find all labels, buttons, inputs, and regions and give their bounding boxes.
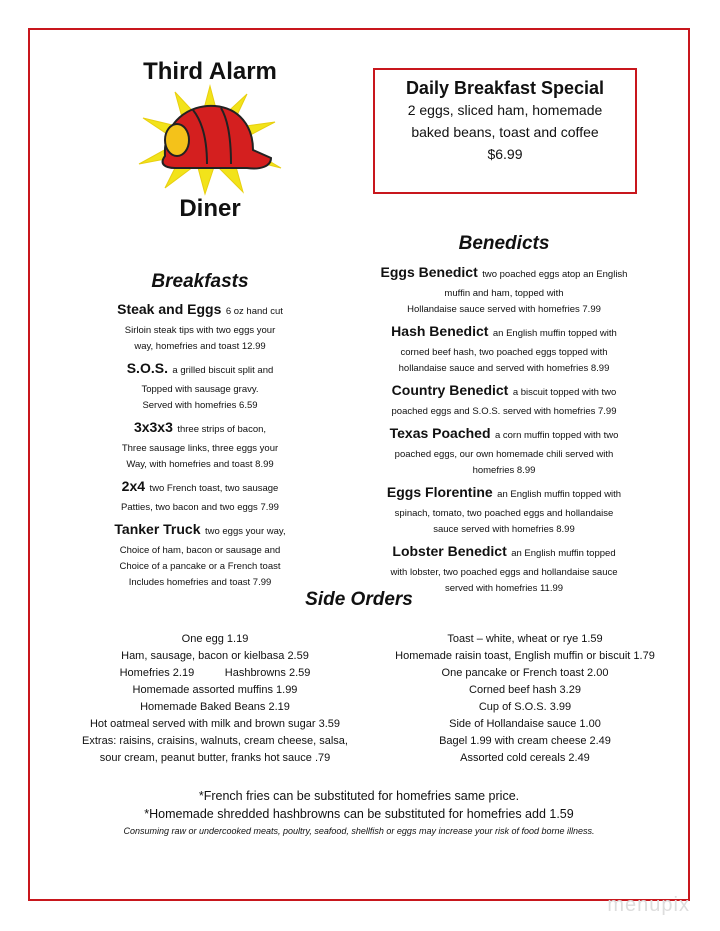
side-order-item: One egg 1.19	[181, 633, 249, 645]
benedicts-list	[364, 261, 644, 599]
menu-item-line: Way, with homefries and toast 8.99	[126, 459, 274, 470]
health-disclaimer: Consuming raw or undercooked meats, poultry, seafood, shellfish or eggs may increase your risk of food borne illness.	[123, 826, 595, 836]
logo-title-top: Third Alarm	[143, 58, 277, 85]
menu-item-line: sauce served with homefries 8.99	[433, 524, 575, 535]
side-order-item: Homemade Baked Beans 2.19	[140, 701, 290, 713]
special-line: baked beans, toast and coffee	[411, 124, 599, 140]
menu-item-header	[364, 540, 644, 565]
menu-item-header	[72, 518, 328, 543]
menu-item-desc: two poached eggs atop an English	[482, 269, 628, 280]
special-title: Daily Breakfast Special	[405, 78, 605, 98]
menu-item	[364, 379, 644, 420]
menu-item-header	[72, 298, 328, 323]
menu-item-line: spinach, tomato, two poached eggs and hollandaise	[394, 508, 614, 519]
daily-special-box	[373, 68, 637, 194]
special-line: 2 eggs, sliced ham, homemade	[407, 102, 603, 118]
side-order-item: Homemade raisin toast, English muffin or biscuit 1.79	[395, 650, 655, 662]
menu-item-line: corned beef hash, two poached eggs topped with	[400, 347, 608, 358]
menu-item-line: poached eggs and S.O.S. served with homefries 7.99	[391, 406, 617, 417]
side-order-item: Cup of S.O.S. 3.99	[478, 701, 572, 713]
menu-item-line: Choice of a pancake or a French toast	[119, 561, 281, 572]
fire-helmet-logo-icon	[135, 84, 285, 196]
menu-item-header	[364, 422, 644, 447]
menu-item-name: Texas Poached	[389, 425, 491, 441]
menu-item-name: Eggs Benedict	[380, 264, 478, 280]
side-order-item: Assorted cold cereals 2.49	[460, 752, 590, 764]
menu-item-desc: three strips of bacon,	[177, 424, 267, 435]
breakfasts-list	[72, 298, 328, 593]
side-order-item: Toast – white, wheat or rye 1.59	[447, 633, 603, 645]
menu-item	[72, 298, 328, 355]
menu-item-line: way, homefries and toast 12.99	[134, 341, 266, 352]
menu-notes	[30, 787, 688, 839]
menu-item-desc: a biscuit topped with two	[512, 387, 617, 398]
side-orders-left	[60, 631, 370, 767]
menu-item-header	[364, 320, 644, 345]
side-order-item: Hot oatmeal served with milk and brown sugar 3.59	[89, 718, 341, 730]
menu-item	[72, 518, 328, 591]
menu-item-header	[364, 261, 644, 286]
menu-item-name: Lobster Benedict	[392, 543, 507, 559]
menu-item-line: Sirloin steak tips with two eggs your	[124, 325, 276, 336]
menu-item-name: 3x3x3	[133, 419, 173, 435]
menu-item-name: Country Benedict	[391, 382, 509, 398]
menu-item-header	[364, 379, 644, 404]
note-line: *French fries can be substituted for homefries same price.	[198, 789, 520, 803]
side-orders-heading: Side Orders	[305, 589, 413, 610]
menu-item-line: muffin and ham, topped with	[444, 288, 564, 299]
menu-item-header	[364, 481, 644, 506]
menu-item-desc: a corn muffin topped with two	[494, 430, 619, 441]
menu-item-name: 2x4	[121, 478, 146, 494]
watermark: menupix	[607, 894, 690, 916]
menu-item-name: Eggs Florentine	[386, 484, 493, 500]
note-line: *Homemade shredded hashbrowns can be substituted for homefries add 1.59	[144, 807, 574, 821]
menu-item-desc: two French toast, two sausage	[149, 483, 279, 494]
menu-item	[364, 320, 644, 377]
breakfasts-heading: Breakfasts	[151, 271, 249, 292]
special-price: $6.99	[487, 146, 523, 162]
menu-item-desc: two eggs your way,	[204, 526, 286, 537]
menu-item-desc: a grilled biscuit split and	[172, 365, 274, 376]
menu-item-name: S.O.S.	[126, 360, 168, 376]
menu-item-line: Served with homefries 6.59	[142, 400, 258, 411]
side-order-item: Side of Hollandaise sauce 1.00	[449, 718, 601, 730]
side-order-item: Bagel 1.99 with cream cheese 2.49	[439, 735, 611, 747]
menu-item	[72, 416, 328, 473]
menu-item-header	[72, 416, 328, 441]
menu-item-name: Hash Benedict	[391, 323, 489, 339]
menu-item-line: Hollandaise sauce served with homefries 7.99	[407, 304, 601, 315]
menu-item-line: hollandaise sauce and served with homefries 8.99	[398, 363, 610, 374]
benedicts-heading: Benedicts	[458, 233, 550, 254]
menu-item-line: with lobster, two poached eggs and hollandaise sauce	[390, 567, 618, 578]
menu-item	[364, 481, 644, 538]
menu-item-line: homefries 8.99	[472, 465, 536, 476]
menu-item-line: Choice of ham, bacon or sausage and	[119, 545, 281, 556]
side-order-item: sour cream, peanut butter, franks hot sauce .79	[99, 752, 331, 764]
menu-item-line: Three sausage links, three eggs your	[121, 443, 279, 454]
side-order-item: One pancake or French toast 2.00	[441, 667, 609, 679]
menu-item-line: Patties, two bacon and two eggs 7.99	[121, 502, 279, 513]
side-order-item: Homemade assorted muffins 1.99	[132, 684, 298, 696]
menu-item	[364, 422, 644, 479]
menu-item-desc: an English muffin topped	[511, 548, 616, 559]
menu-item	[364, 261, 644, 318]
menu-item	[72, 475, 328, 516]
menu-item-name: Steak and Eggs	[117, 301, 222, 317]
menu-item-line: Topped with sausage gravy.	[141, 384, 259, 395]
menu-item	[72, 357, 328, 414]
side-order-item: Extras: raisins, craisins, walnuts, cream cheese, salsa,	[82, 735, 348, 747]
menu-item-header	[72, 475, 328, 500]
side-order-item: Ham, sausage, bacon or kielbasa 2.59	[121, 650, 309, 662]
menu-item-header	[72, 357, 328, 382]
menu-item-line: poached eggs, our own homemade chili served with	[394, 449, 614, 460]
menu-item-line: served with homefries 11.99	[444, 583, 564, 594]
menu-item-line: Includes homefries and toast 7.99	[128, 577, 272, 588]
menu-item-desc: an English muffin topped with	[492, 328, 617, 339]
side-orders-right	[370, 631, 680, 767]
logo-title-bottom: Diner	[179, 195, 241, 222]
menu-item-desc: an English muffin topped with	[497, 489, 622, 500]
side-order-item: Corned beef hash 3.29	[469, 684, 581, 696]
side-order-item: Homefries 2.19 Hashbrowns 2.59	[119, 667, 311, 679]
menu-item-desc: 6 oz hand cut	[225, 306, 283, 317]
menu-item-name: Tanker Truck	[114, 521, 201, 537]
